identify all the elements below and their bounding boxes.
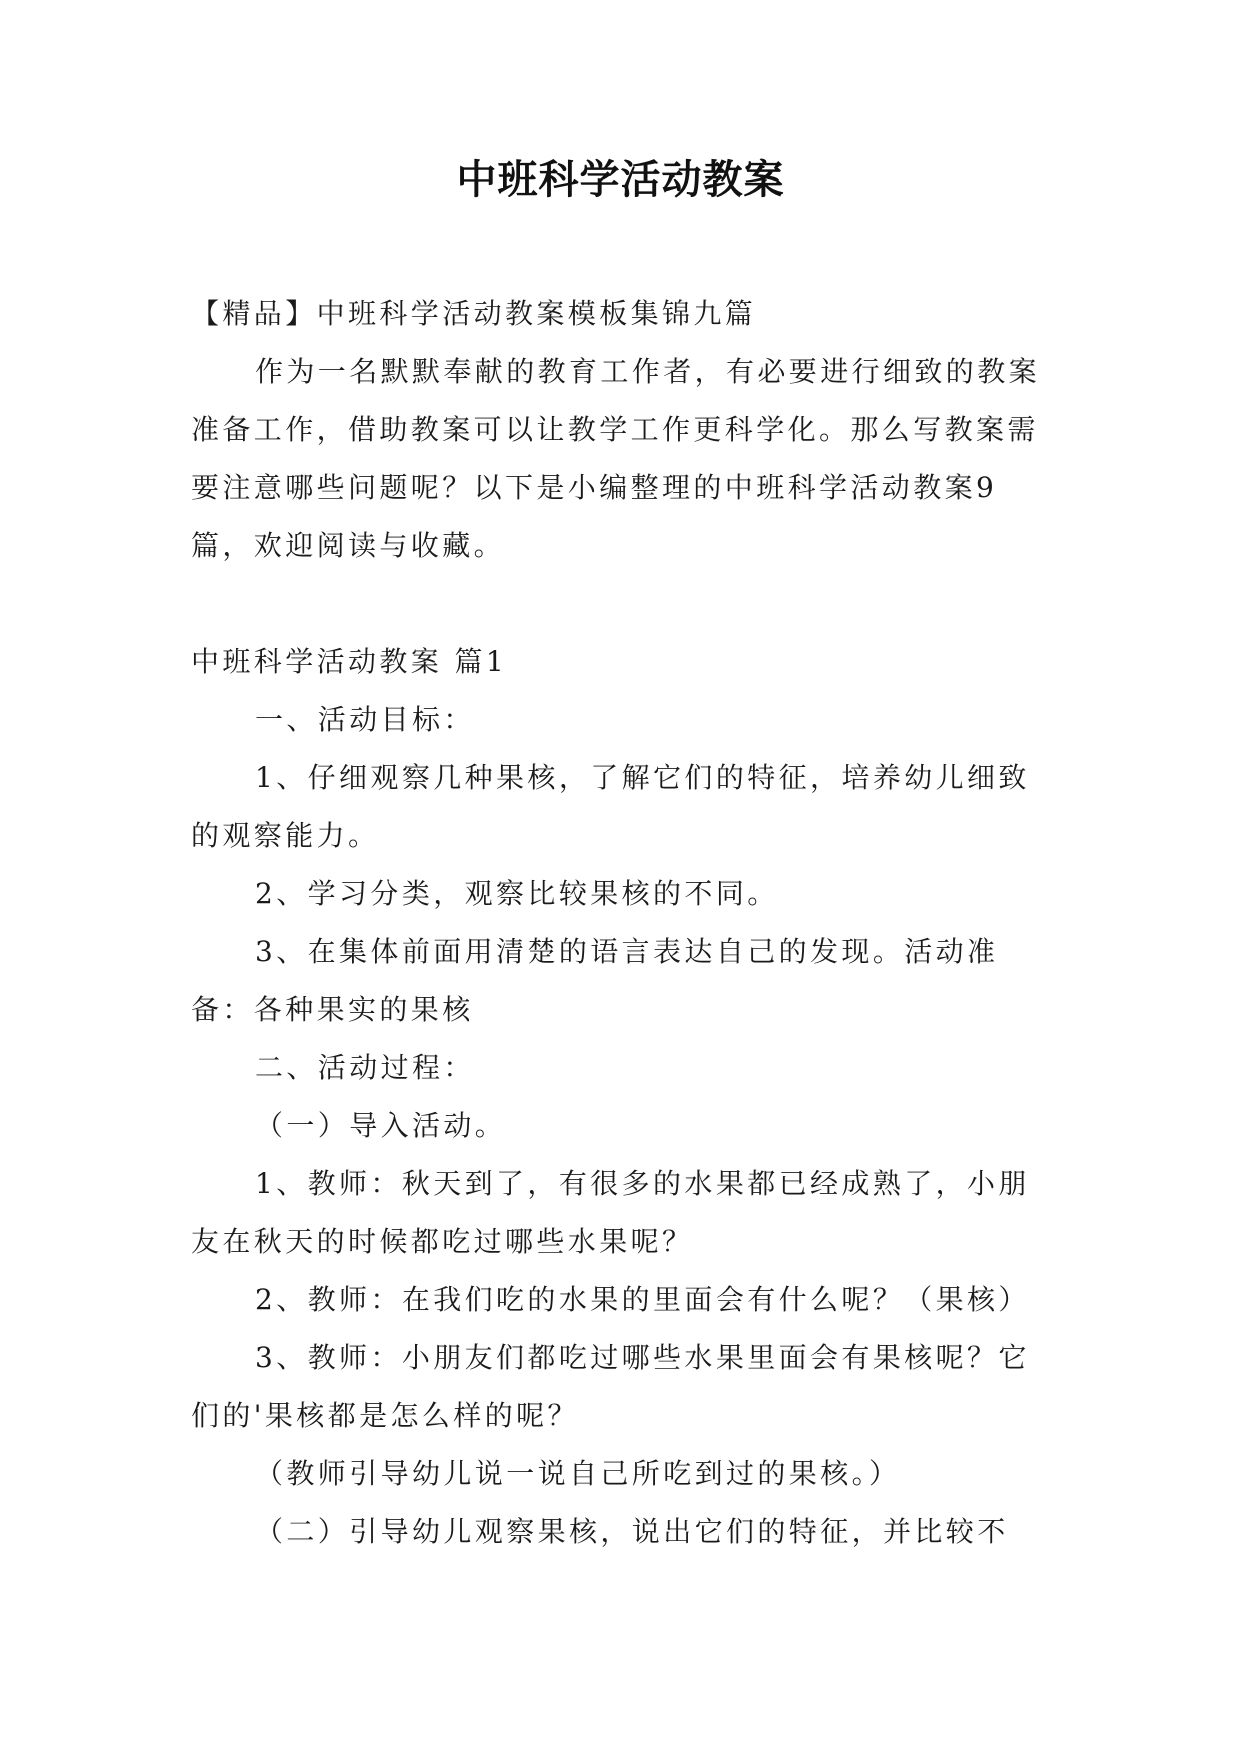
paragraph-objective-2: 2、学习分类，观察比较果核的不同。 [255, 877, 779, 910]
paragraph-teacher-1: 1、教师：秋天到了，有很多的水果都已经成熟了，小朋友在秋天的时候都吃过哪些水果呢？ [191, 1167, 1030, 1258]
paragraph-objectives-heading: 一、活动目标： [255, 703, 475, 736]
section-heading: 中班科学活动教案 篇1 [191, 645, 508, 678]
paragraph-objective-3: 3、在集体前面用清楚的语言表达自己的发现。活动准备：各种果实的果核 [191, 935, 999, 1026]
paragraph-step-intro: （一）导入活动。 [255, 1109, 507, 1142]
document-title: 中班科学活动教案 [456, 157, 785, 203]
paragraph-teacher-3: 3、教师：小朋友们都吃过哪些水果里面会有果核呢？它们的'果核都是怎么样的呢？ [191, 1341, 1030, 1432]
paragraph-teacher-2: 2、教师：在我们吃的水果的里面会有什么呢？（果核） [255, 1283, 1030, 1316]
paragraph-process-heading: 二、活动过程： [255, 1051, 475, 1084]
intro-paragraph: 作为一名默默奉献的教育工作者，有必要进行细致的教案准备工作，借助教案可以让教学工作更科学化。那么写教案需要注意哪些问题呢？以下是小编整理的中班科学活动教案9篇，欢迎阅读与收藏。 [191, 355, 1041, 562]
document-subtitle: 【精品】中班科学活动教案模板集锦九篇 [191, 297, 757, 330]
paragraph-step-observe: （二）引导幼儿观察果核，说出它们的特征，并比较不 [255, 1515, 1009, 1548]
paragraph-objective-1: 1、仔细观察几种果核，了解它们的特征，培养幼儿细致的观察能力。 [191, 761, 1030, 852]
document-body [191, 285, 1057, 1561]
paragraph-teacher-note: （教师引导幼儿说一说自己所吃到过的果核。） [255, 1457, 901, 1490]
paragraph-spacer [191, 575, 1057, 633]
